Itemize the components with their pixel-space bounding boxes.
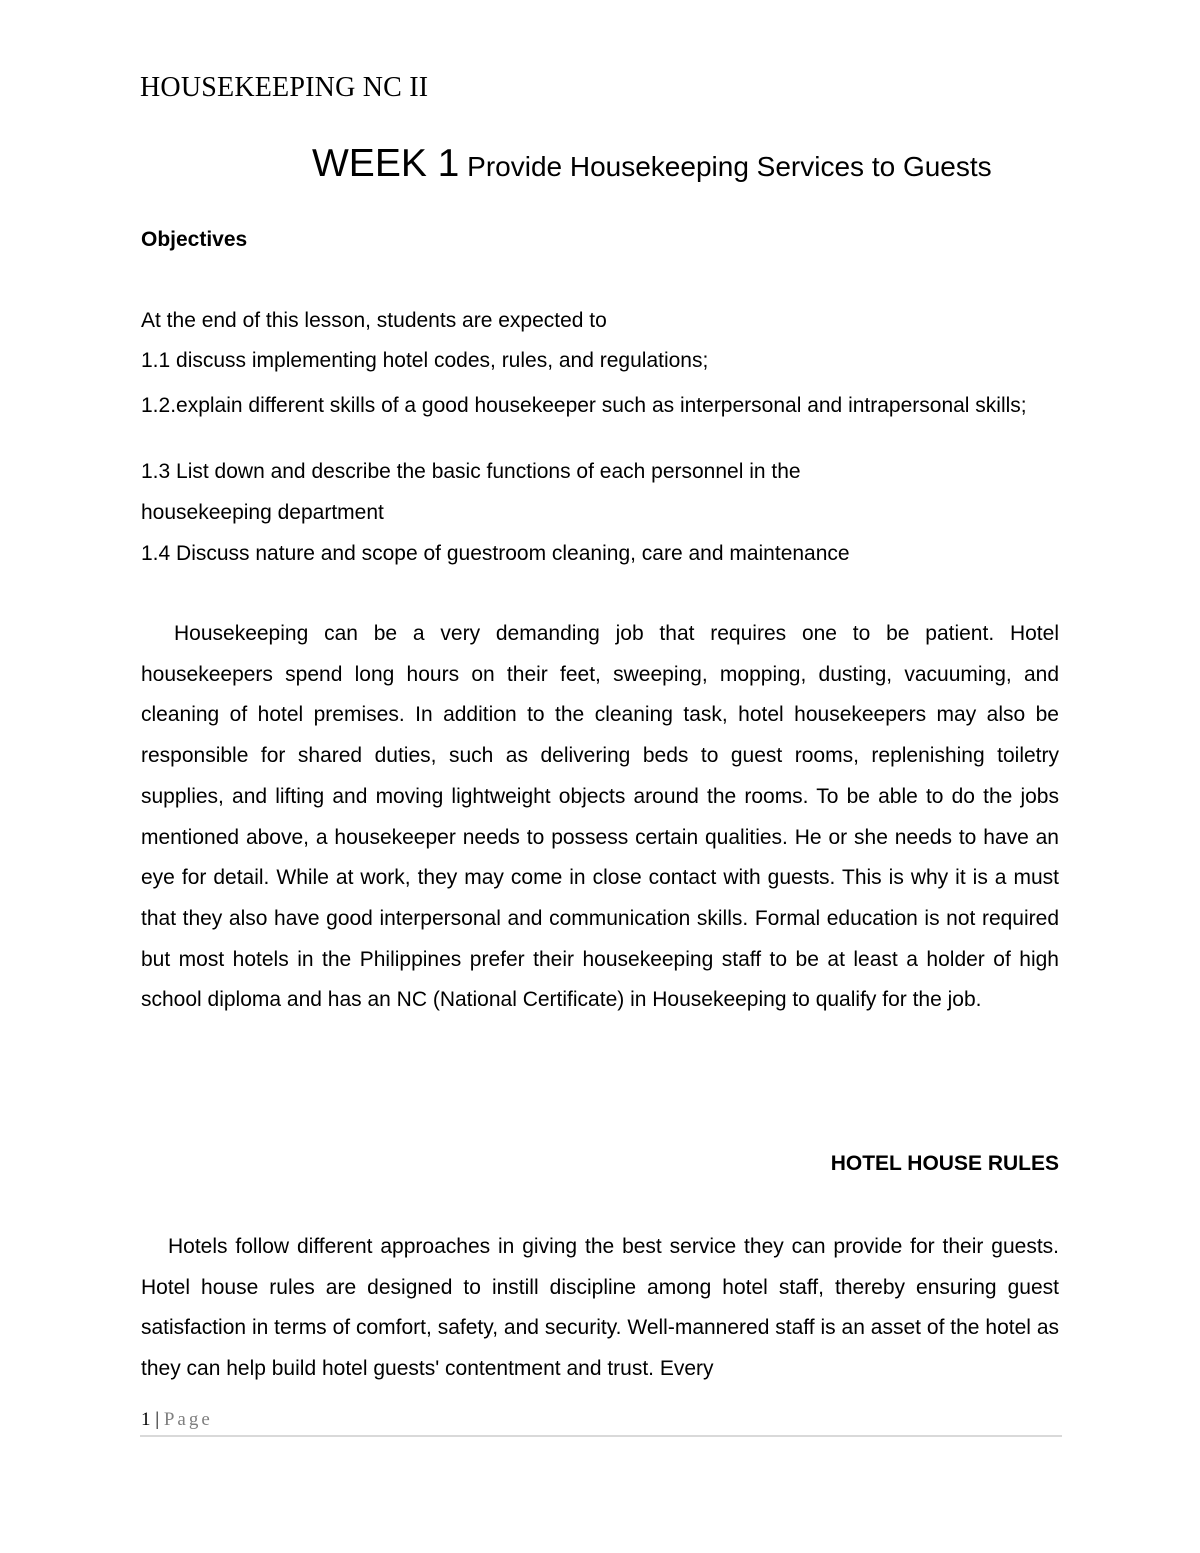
footer-separator: | [150, 1409, 164, 1430]
page-label: Page [163, 1409, 213, 1430]
page-footer [141, 1409, 213, 1431]
body-paragraph: Hotels follow different approaches in giving the best service they can provide for their guests. Hotel house rules are designed to instill discipline among hotel staff, thereby ensuring guest satisfaction in terms of comfort, safety, and security. Well-mannered staff is an asset of the hotel as they can help build hotel guests' contentment and trust. Every [141, 1235, 1059, 1381]
page-number: 1 [141, 1409, 151, 1430]
section-heading: HOTEL HOUSE RULES [830, 1152, 1059, 1175]
week-title [312, 142, 992, 186]
objective-item: 1.4 Discuss nature and scope of guestroom cleaning, care and maintenance [141, 542, 850, 565]
objective-item: housekeeping department [141, 501, 384, 524]
objectives-heading: Objectives [141, 228, 248, 251]
document-header-title: HOUSEKEEPING NC II [140, 72, 429, 103]
objective-item: 1.1 discuss implementing hotel codes, rules, and regulations; [141, 349, 709, 372]
objective-item: 1.3 List down and describe the basic functions of each personnel in the [141, 460, 801, 483]
week-topic: Provide Housekeeping Services to Guests [459, 151, 992, 182]
footer-divider [140, 1435, 1062, 1437]
objective-item: 1.2.explain different skills of a good housekeeper such as interpersonal and intrapersonal skills; [141, 394, 1027, 417]
week-number: WEEK 1 [312, 142, 460, 185]
objectives-intro: At the end of this lesson, students are expected to [141, 309, 607, 332]
body-paragraph: Housekeeping can be a very demanding job that requires one to be patient. Hotel housekeepers spend long hours on their feet, sweeping, mopping, dusting, vacuuming, and cleaning of hotel premises. In addition to the cleaning task, hotel housekeepers may also be responsible for shared duties, such as delivering beds to guest rooms, replenishing toiletry supplies, and lifting and moving lightweight objects around the rooms. To be able to do the jobs mentioned above, a housekeeper needs to possess certain qualities. He or she needs to have an eye for detail. While at work, they may come in close contact with guests. This is why it is a must that they also have good interpersonal and communication skills. Formal education is not required but most hotels in the Philippines prefer their housekeeping staff to be at least a holder of high school diploma and has an NC (National Certificate) in Housekeeping to qualify for the job. [141, 622, 1059, 1012]
